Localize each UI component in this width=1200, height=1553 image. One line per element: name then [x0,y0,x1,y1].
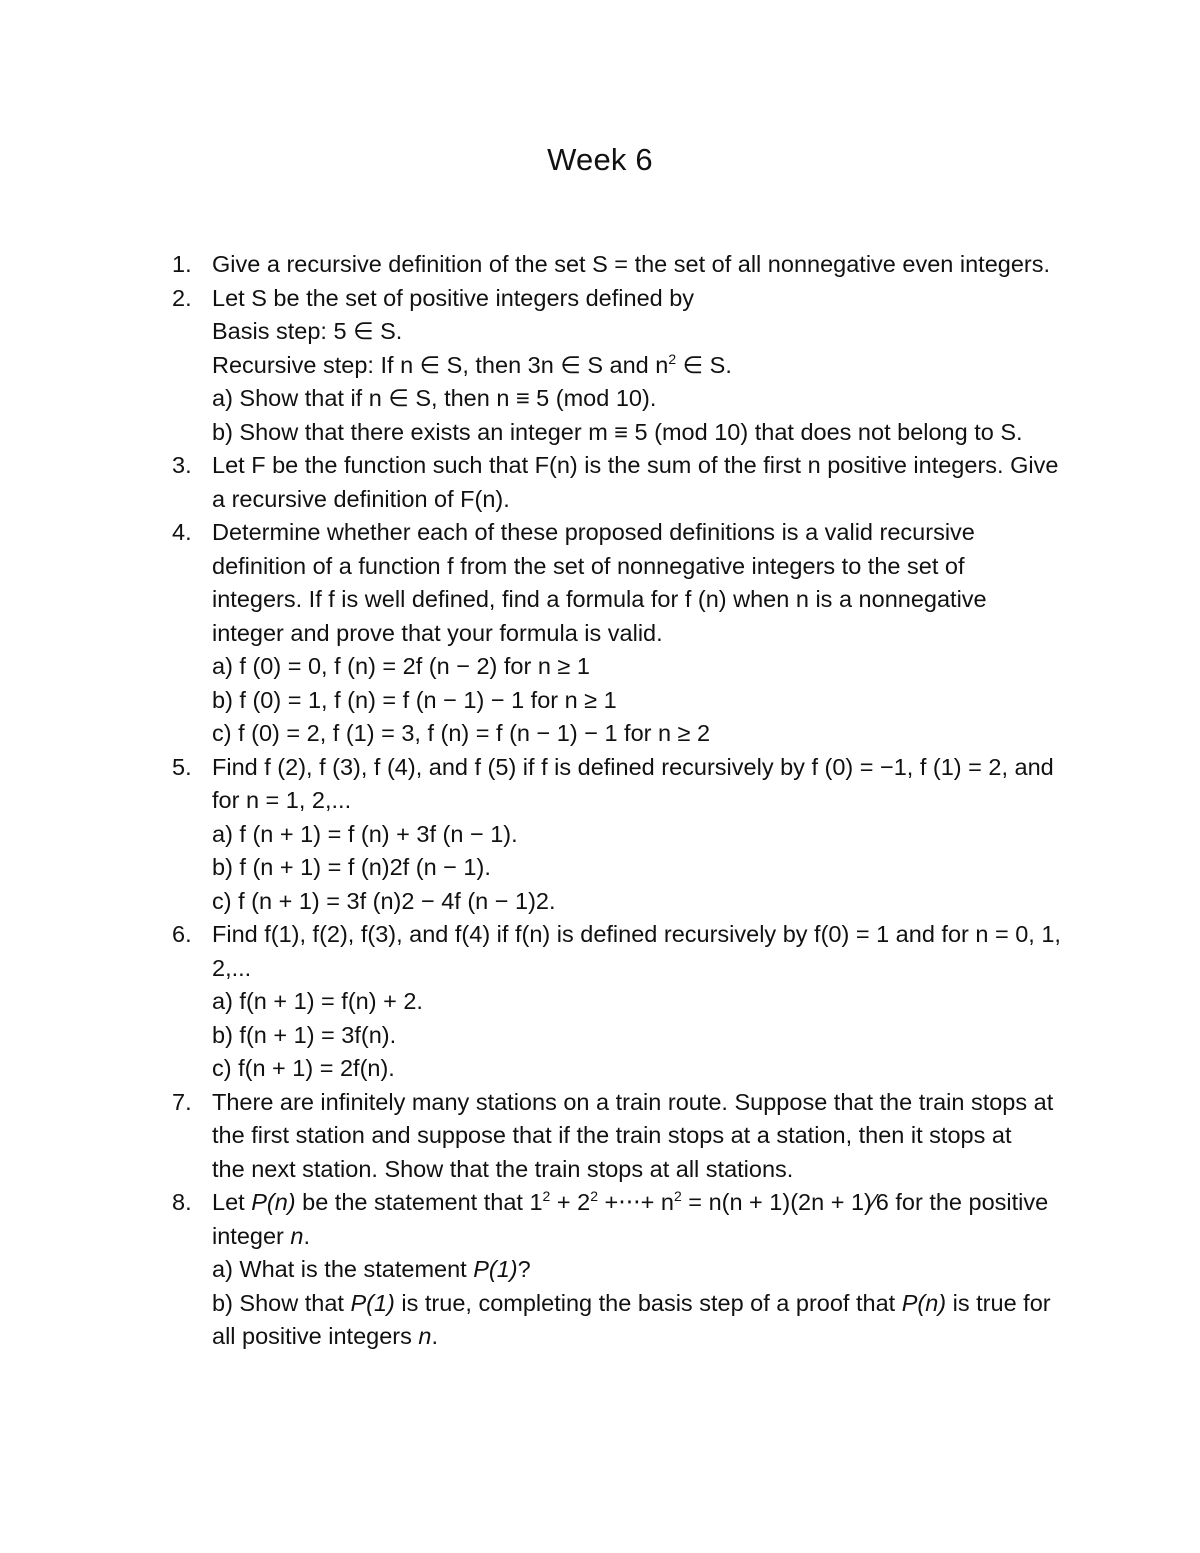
question-number: 1. [172,251,192,277]
basis-step: Basis step: 5 ∈ S. [212,318,403,344]
question-number: 6. [172,921,192,947]
question-text: Give a recursive definition of the set S = the set of all nonnegative even integers. [212,251,1051,277]
question-text: the next station. Show that the train stops at all stations. [212,1155,794,1182]
part-b: b) f (0) = 1, f (n) = f (n − 1) − 1 for n ≥ 1 [212,686,617,713]
part-b: b) Show that P(1) is true, completing the basis step of a proof that P(n) is true for [212,1289,1051,1316]
part-c: c) f (n + 1) = 3f (n)2 − 4f (n − 1)2. [212,887,556,914]
question-number: 4. [172,519,192,545]
part-b-continued: all positive integers n. [212,1323,438,1349]
part-b: b) f(n + 1) = 3f(n). [212,1021,397,1048]
question-text: for n = 1, 2,... [212,787,352,813]
question-number: 5. [172,753,192,780]
question-6 [172,918,1092,1086]
question-text: definition of a function f from the set of nonnegative integers to the set of [212,552,965,579]
question-text: Let S be the set of positive integers defined by [212,284,695,311]
question-4 [172,516,1092,751]
part-a: a) Show that if n ∈ S, then n ≡ 5 (mod 10). [212,385,657,411]
question-text: Determine whether each of these proposed definitions is a valid recursive [212,519,975,545]
question-text: Find f (2), f (3), f (4), and f (5) if f is defined recursively by f (0) = −1, f (1) = 2, and [212,753,1054,780]
question-text: integer n. [212,1222,310,1249]
question-1 [172,248,1092,282]
page-title: Week 6 [547,142,653,177]
part-a: a) What is the statement P(1)? [212,1256,531,1282]
part-a: a) f(n + 1) = f(n) + 2. [212,988,423,1014]
question-list [172,248,1092,1354]
question-2 [172,282,1092,450]
question-text: integer and prove that your formula is valid. [212,619,663,646]
question-8 [172,1186,1092,1354]
part-b: b) Show that there exists an integer m ≡ 5 (mod 10) that does not belong to S. [212,418,1023,445]
question-number: 7. [172,1088,192,1115]
question-text: a recursive definition of F(n). [212,485,510,512]
question-3 [172,449,1092,516]
question-5 [172,751,1092,919]
question-number: 2. [172,284,192,311]
part-a: a) f (0) = 0, f (n) = 2f (n − 2) for n ≥ 1 [212,653,590,679]
question-text: There are infinitely many stations on a train route. Suppose that the train stops at [212,1088,1054,1115]
question-text: the first station and suppose that if the train stops at a station, then it stops at [212,1122,1012,1148]
question-text: integers. If f is well defined, find a formula for f (n) when n is a nonnegative [212,586,987,612]
question-7 [172,1086,1092,1187]
part-a: a) f (n + 1) = f (n) + 3f (n − 1). [212,820,518,847]
question-number: 3. [172,452,192,478]
question-number: 8. [172,1189,192,1215]
question-text: Find f(1), f(2), f(3), and f(4) if f(n) is defined recursively by f(0) = 1 and for n = 0, 1, [212,921,1061,947]
question-text: Let P(n) be the statement that $1^2 + 2^2$ +⋅⋅⋅+ $n^2 = n(n + 1)(2n$ + 1)⁄6 for the positive [212,1188,1049,1215]
question-text: 2,... [212,954,252,981]
recursive-step: Recursive step: If n ∈ S, then 3n ∈ S and $n^2$ ∈ S. [212,350,732,378]
part-c: c) f(n + 1) = 2f(n). [212,1055,395,1081]
part-c: c) f (0) = 2, f (1) = 3, f (n) = f (n − 1) − 1 for n ≥ 2 [212,720,711,746]
question-text: Let F be the function such that F(n) is the sum of the first n positive integers. Give [212,452,1059,478]
part-b: b) f (n + 1) = f (n)2f (n − 1). [212,854,491,880]
